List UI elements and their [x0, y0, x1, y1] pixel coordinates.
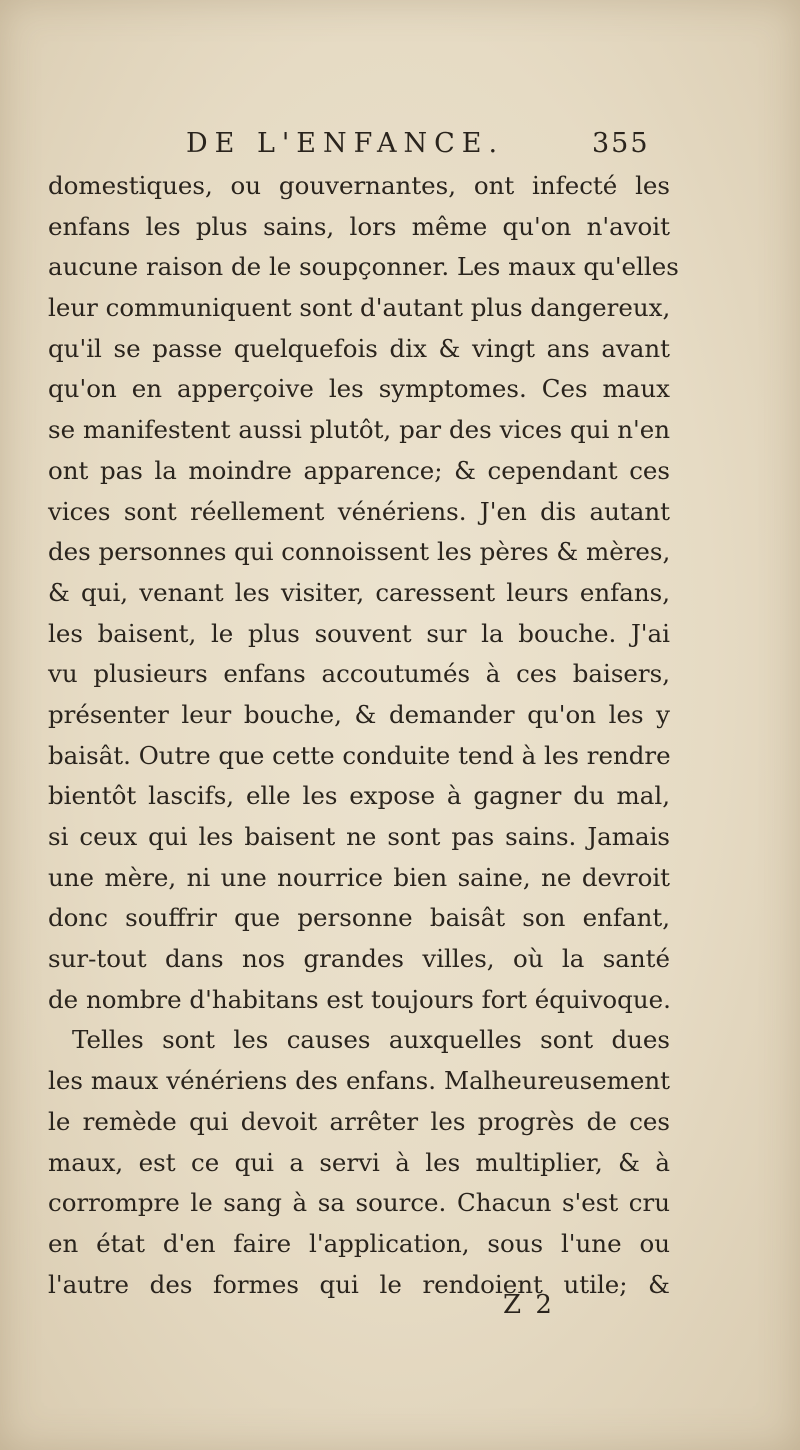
- running-header: [0, 128, 800, 168]
- text-line: bientôt lascifs, elle les expose à gagner du mal,: [48, 781, 670, 811]
- body-text: [48, 166, 679, 1305]
- text-line: ont pas la moindre apparence; & cependant ces: [48, 455, 670, 485]
- text-line: donc souffrir que personne baisât son enfant,: [48, 903, 670, 933]
- text-line: en état d'en faire l'application, sous l'une ou: [48, 1228, 670, 1258]
- text-line: des personnes qui connoissent les pères & mères,: [48, 537, 671, 567]
- text-line: le remède qui devoit arrêter les progrès de ces: [48, 1106, 670, 1136]
- text-line: maux, est ce qui a servi à les multiplier, & à: [48, 1147, 670, 1177]
- text-line: & qui, venant les visiter, caressent leurs enfans,: [48, 577, 670, 607]
- text-line: domestiques, ou gouvernantes, ont infecté les: [48, 171, 670, 200]
- text-line: Telles sont les causes auxquelles sont dues: [72, 1025, 670, 1055]
- text-line: aucune raison de le soupçonner. Les maux qu'elles: [48, 252, 679, 282]
- text-line: sur-tout dans nos grandes villes, où la santé: [48, 944, 670, 974]
- signature-mark: Z 2: [503, 1290, 555, 1320]
- text-line: leur communiquent sont d'autant plus dangereux,: [48, 293, 671, 323]
- text-line: les maux vénériens des enfans. Malheureusement: [48, 1066, 670, 1096]
- text-line: présenter leur bouche, & demander qu'on les y: [48, 699, 670, 729]
- text-line: qu'on en apperçoive les symptomes. Ces maux: [48, 374, 670, 404]
- text-line: l'autre des formes qui le rendoient utile; &: [48, 1269, 670, 1299]
- running-title: DE L'ENFANCE.: [186, 128, 505, 159]
- text-line: se manifestent aussi plutôt, par des vices qui n'en: [48, 415, 670, 445]
- text-line: les baisent, le plus souvent sur la bouche. J'ai: [48, 618, 670, 648]
- text-line: vu plusieurs enfans accoutumés à ces baisers,: [48, 659, 670, 689]
- text-line: enfans les plus sains, lors même qu'on n'avoit: [48, 211, 670, 241]
- page-number: 355: [592, 128, 650, 159]
- text-line: qu'il se passe quelquefois dix & vingt ans avant: [48, 333, 670, 363]
- text-line: une mère, ni une nourrice bien saine, ne devroit: [48, 862, 670, 892]
- text-line: vices sont réellement vénériens. J'en dis autant: [48, 496, 670, 526]
- text-line: de nombre d'habitans est toujours fort équivoque.: [48, 984, 671, 1014]
- text-line: corrompre le sang à sa source. Chacun s'est cru: [48, 1188, 670, 1218]
- text-line: baisât. Outre que cette conduite tend à les rendre: [48, 740, 671, 770]
- text-line: si ceux qui les baisent ne sont pas sains. Jamais: [48, 822, 670, 851]
